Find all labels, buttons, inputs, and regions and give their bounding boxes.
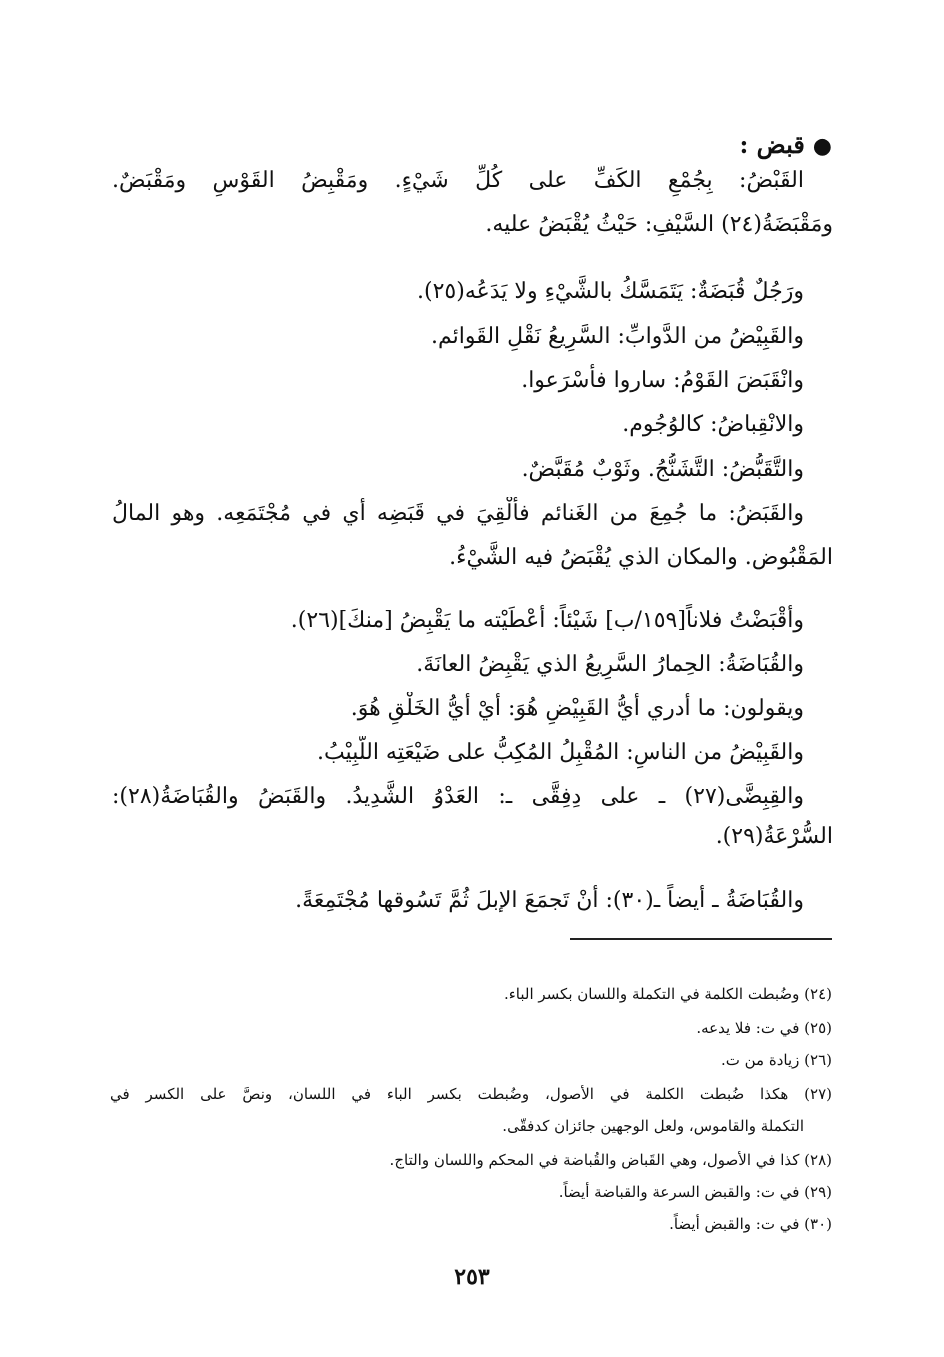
- footnote: (٣٠) في ت: والقبض أيضاً.: [669, 1215, 832, 1233]
- text-line: والقِبِضَّى(٢٧) ـ على دِفِقَّى ـ: العَدْوُ الشَّدِيدُ. والقَبَضُ والقُبَاضَةُ(٢٨):: [112, 784, 804, 809]
- text-line: المَقْبُوض. والمكان الذي يُقْبَضُ فيه الشَّيْءُ.: [449, 545, 833, 570]
- text-line: ومَقْبَضَةُ(٢٤) السَّيْفِ: حَيْثُ يُقْبَضُ عليه.: [485, 212, 833, 237]
- page-number: ٢٥٣: [454, 1264, 490, 1290]
- text-line: ويقولون: ما أدري أيُّ القَبِيْضِ هُوَ: أيْ أيُّ الخَلْقِ هُوَ.: [350, 696, 804, 721]
- footnote: (٢٤) وضُبطت الكلمة في التكملة واللسان بكسر الباء.: [503, 985, 832, 1003]
- text-line: والقَبِيْضُ من الدَّوابِّ: السَّرِيعُ نَقْلِ القَوائم.: [430, 324, 804, 349]
- footnote: (٢٥) في ت: فلا يدعه.: [696, 1019, 832, 1037]
- text-line: والقُبَاضَةُ ـ أيضاً ـ(٣٠): أنْ تَجمَعَ الإبلَ ثُمَّ تَسُوقها مُجْتَمِعَةً.: [295, 888, 804, 913]
- text-line: السُّرْعَةُ(٢٩).: [715, 824, 833, 849]
- footnote-continuation: التكملة والقاموس، ولعل الوجهين جائزان كدفقّى.: [502, 1117, 804, 1135]
- text-line: والتَّقَبُّضُ: التَّشَنُّجُ. وثَوْبٌ مُقَبَّضٌ.: [521, 457, 804, 482]
- text-line: والقُبَاضَةُ: الحِمارُ السَّرِيعُ الذي يَقْبِضُ العانَةَ.: [416, 652, 804, 677]
- text-line: وأقْبَضْتُ فلاناً[١٥٩/ب] شَيْئاً: أعْطَيْته ما يَقْبِضُ [منكَ](٢٦).: [290, 608, 804, 633]
- bullet-icon: ●: [812, 133, 832, 159]
- text-line: والانْقِباضُ: كالوُجُوم.: [622, 412, 804, 437]
- text-line: القَبْضُ: بِجُمْعِ الكَفِّ على كُلِّ شَيْءٍ. ومَقْبِضُ القَوْسِ ومَقْبَضٌ.: [112, 168, 804, 193]
- entry-heading: [739, 128, 832, 163]
- text-line: وانْقَبَضَ القَوْمُ: ساروا فأسْرَعوا.: [521, 368, 804, 393]
- text-line: والقَبِيْضُ من الناسِ: المُقْبِلُ المُكِبُّ على ضَيْعَتِه اللَّبِيْبُ.: [316, 740, 804, 765]
- entry-title: قبض :: [739, 130, 805, 159]
- footnote: (٢٦) زيادة من ت.: [720, 1051, 832, 1069]
- text-line: والقَبَضُ: ما جُمِعَ من الغَنائم فأُلْقِيَ في قَبَضِه أي في مُجْتَمَعِه. وهو المالُ: [112, 501, 804, 526]
- footnote: (٢٧) هكذا ضُبطت الكلمة في الأصول، وضُبطت بكسر الباء في اللسان، ونصَّ على الكسر في: [110, 1085, 832, 1103]
- footnote: (٢٨) كذا في الأصول، وهي القَباض والقُباضة في المحكم واللسان والتاج.: [389, 1151, 832, 1169]
- footnote-separator: [570, 938, 832, 940]
- text-line: ورَجُلٌ قُبَضَةٌ: يَتَمَسَّكُ بالشَّيْءِ ولا يَدَعُه(٢٥).: [417, 279, 804, 304]
- footnote: (٢٩) في ت: والقبض السرعة والقباضة أيضاً.: [558, 1183, 832, 1201]
